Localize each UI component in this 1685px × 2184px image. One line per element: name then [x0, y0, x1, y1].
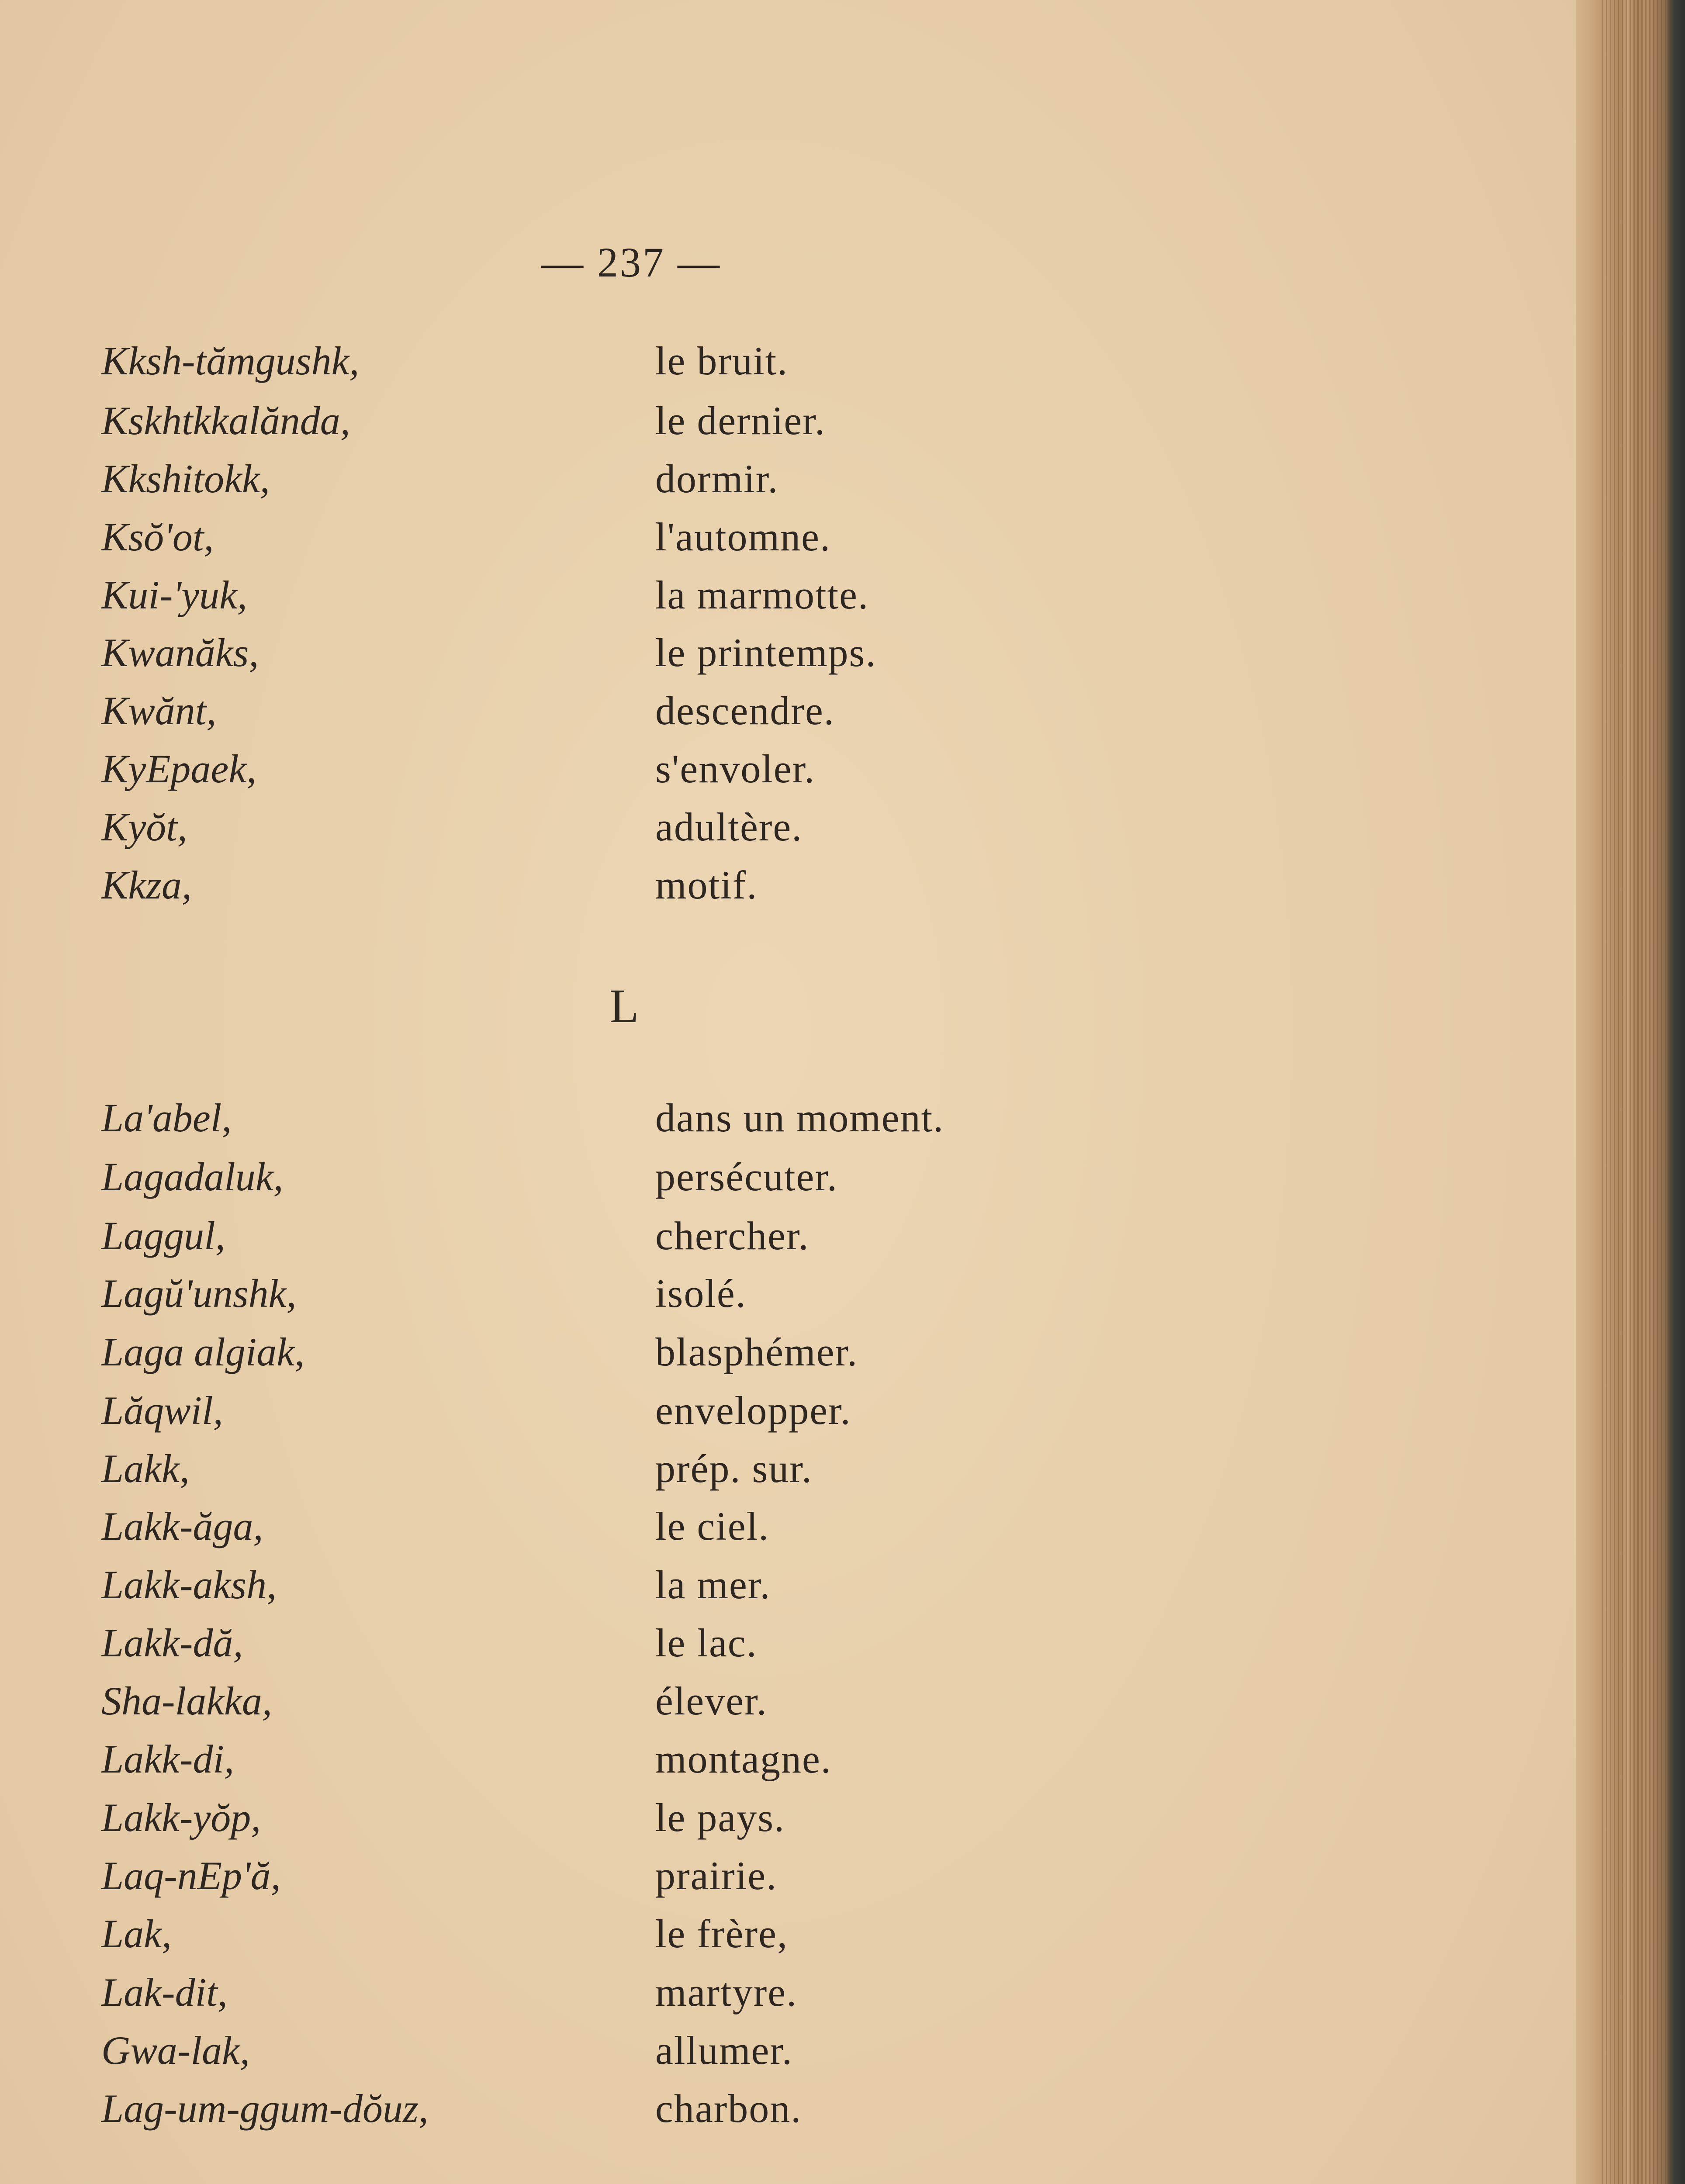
entry-gloss: martyre. [655, 1970, 798, 2015]
entry-term: Lakk, [101, 1446, 190, 1491]
entry-term: Kyŏt, [101, 805, 187, 849]
entry-term: Kkshitokk, [101, 456, 270, 501]
entry-term: Laggul, [101, 1213, 225, 1258]
entry-term: Kksh-tămgushk, [101, 339, 360, 383]
entry-term: Kui-'yuk, [101, 573, 247, 617]
entry-gloss: persécuter. [655, 1154, 838, 1199]
entry-term: Gwa-lak, [101, 2028, 250, 2073]
entry-gloss: la mer. [655, 1562, 771, 1607]
entry-gloss: montagne. [655, 1737, 832, 1781]
entry-gloss: la marmotte. [655, 573, 869, 617]
entry-term: KyEpaek, [101, 746, 257, 791]
entry-gloss: l'automne. [655, 515, 831, 559]
entry-gloss: le lac. [655, 1621, 758, 1665]
entry-term: Sha-lakka, [101, 1679, 272, 1723]
entry-gloss: le frère, [655, 1911, 788, 1956]
entry-gloss: descendre. [655, 688, 835, 733]
entry-term: Kkza, [101, 863, 192, 907]
entry-gloss: envelopper. [655, 1388, 851, 1433]
entry-gloss: prép. sur. [655, 1446, 813, 1491]
entry-gloss: prairie. [655, 1853, 778, 1898]
entry-gloss: le ciel. [655, 1504, 770, 1548]
entry-gloss: dormir. [655, 456, 779, 501]
entry-gloss: élever. [655, 1679, 768, 1723]
entry-term: Kwănt, [101, 688, 217, 733]
entry-term: Laga algiak, [101, 1330, 305, 1374]
entry-gloss: s'envoler. [655, 746, 816, 791]
page-number: — 237 — [541, 239, 721, 286]
entry-term: Lakk-di, [101, 1737, 235, 1781]
entry-gloss: dans un moment. [655, 1095, 945, 1140]
entry-gloss: le bruit. [655, 339, 789, 383]
entry-gloss: adultère. [655, 805, 803, 849]
entry-term: Lak, [101, 1911, 172, 1956]
entry-term: Lakk-dă, [101, 1621, 243, 1665]
entry-term: Lagŭ'unshk, [101, 1271, 297, 1316]
entry-term: Kwanăks, [101, 630, 259, 675]
entry-term: Lăqwil, [101, 1388, 223, 1433]
entry-gloss: chercher. [655, 1213, 810, 1258]
entry-term: Kskhtkkalănda, [101, 398, 350, 443]
entry-gloss: charbon. [655, 2086, 802, 2131]
entry-term: Lak-dit, [101, 1970, 228, 2015]
entry-gloss: motif. [655, 863, 758, 907]
page-edge-binding [1576, 0, 1685, 2184]
entry-term: La'abel, [101, 1095, 232, 1140]
entry-gloss: allumer. [655, 2028, 793, 2073]
entry-gloss: le printemps. [655, 630, 877, 675]
entry-term: Lag-um-ggum-dŏuz, [101, 2086, 429, 2131]
section-letter: L [609, 979, 639, 1033]
entry-term: Ksŏ'ot, [101, 515, 214, 559]
entry-term: Lakk-ăga, [101, 1504, 263, 1548]
entry-gloss: le dernier. [655, 398, 826, 443]
entry-term: Lagadaluk, [101, 1154, 284, 1199]
entry-term: Lakk-aksh, [101, 1562, 277, 1607]
entry-gloss: isolé. [655, 1271, 747, 1316]
entry-gloss: blasphémer. [655, 1330, 858, 1374]
entry-term: Laq-nEp'ă, [101, 1853, 281, 1898]
entry-term: Lakk-yŏp, [101, 1795, 261, 1840]
entry-gloss: le pays. [655, 1795, 785, 1840]
